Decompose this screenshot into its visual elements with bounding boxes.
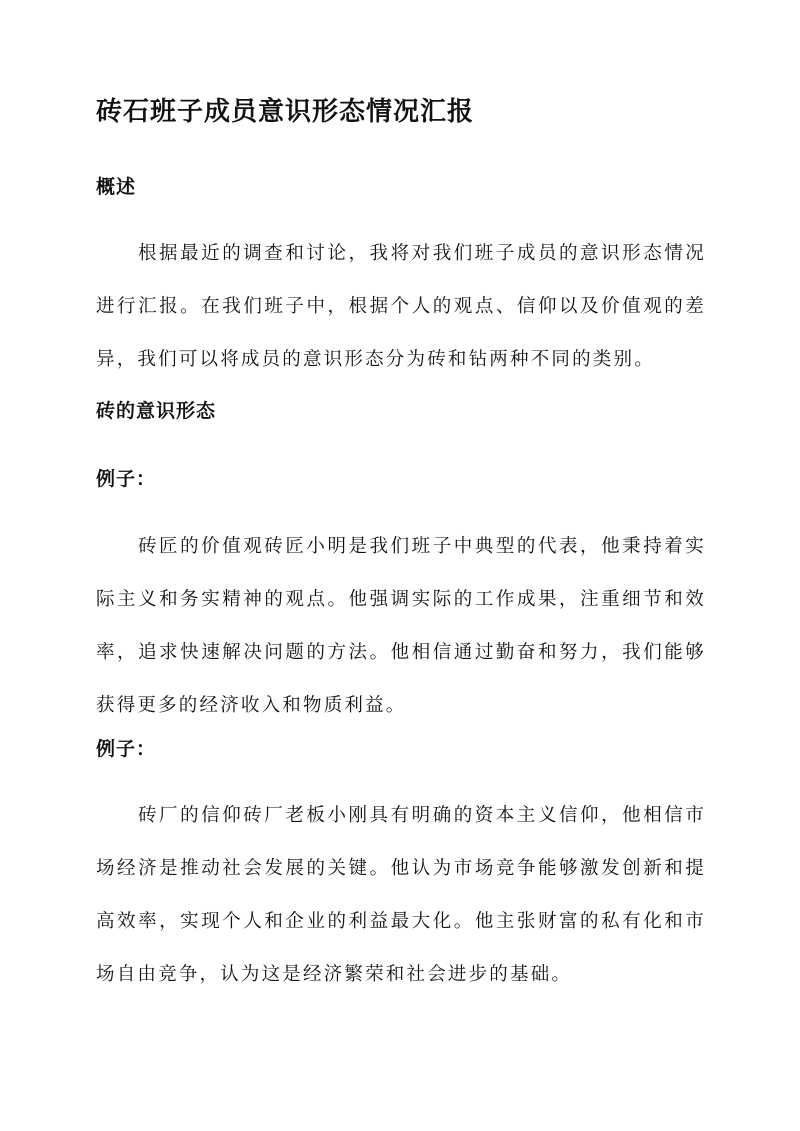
paragraph-example-2: 砖厂的信仰砖厂老板小刚具有明确的资本主义信仰，他相信市场经济是推动社会发展的关键。他认为市场竞争能够激发创新和提高效率，实现个人和企业的利益最大化。他主张财富的私有化和市场自由竞争，认为这是经济繁荣和社会进步的基础。 — [96, 805, 706, 985]
section-heading-overview: 概述 — [96, 176, 137, 198]
paragraph-example-1: 砖匠的价值观砖匠小明是我们班子中典型的代表，他秉持着实际主义和务实精神的观点。他强调实际的工作成果，注重细节和效率，追求快速解决问题的方法。他相信通过勤奋和努力，我们能够获得更多的经济收入和物质利益。 — [96, 536, 706, 716]
section-heading-brick-ideology: 砖的意识形态 — [96, 400, 217, 422]
paragraph-overview: 根据最近的调查和讨论，我将对我们班子成员的意识形态情况进行汇报。在我们班子中，根据个人的观点、信仰以及价值观的差异，我们可以将成员的意识形态分为砖和钻两种不同的类别。 — [96, 243, 706, 370]
document-title: 砖石班子成员意识形态情况汇报 — [96, 97, 475, 127]
example-heading-2: 例子： — [96, 738, 157, 760]
example-heading-1: 例子： — [96, 468, 157, 490]
